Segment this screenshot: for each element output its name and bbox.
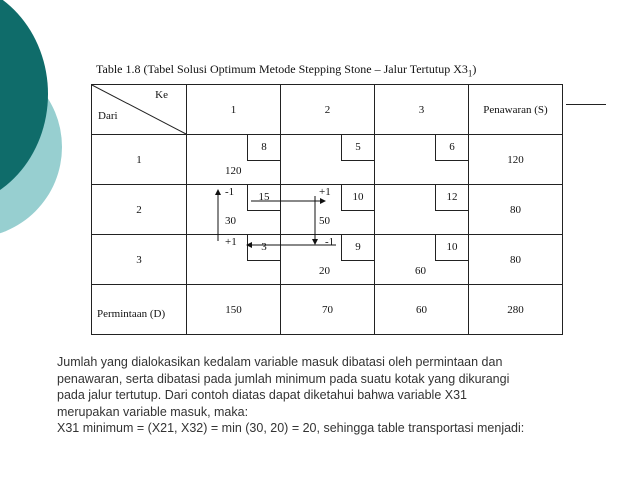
column-header-supply: Penawaran (S) xyxy=(469,85,563,135)
supply-1: 120 xyxy=(469,135,563,185)
paragraph-line: penawaran, serta dibatasi pada jumlah minimum pada suatu kotak yang dikurangi xyxy=(57,371,510,386)
paragraph-line: merupakan variable masuk, maka: xyxy=(57,404,249,419)
row-label-3: 3 xyxy=(92,235,187,285)
cost-box: 10 xyxy=(341,185,374,211)
cell-2-1 xyxy=(187,185,281,235)
cell-3-3 xyxy=(375,235,469,285)
cost-box: 6 xyxy=(435,135,468,161)
paragraph-line: X31 minimum = (X21, X32) = min (30, 20) = 20, sehingga table transportasi menjadi: xyxy=(57,421,525,436)
allocation-value: 30 xyxy=(225,215,236,227)
row-label-2: 2 xyxy=(92,185,187,235)
cost-box: 15 xyxy=(247,185,280,211)
cost-box: 8 xyxy=(247,135,280,161)
transportation-table xyxy=(91,84,563,335)
demand-1: 150 xyxy=(187,285,281,335)
cost-box: 10 xyxy=(435,235,468,261)
decorative-rule xyxy=(566,104,606,105)
cost-box: 9 xyxy=(341,235,374,261)
header-row xyxy=(92,85,563,135)
table-row-1 xyxy=(92,135,563,185)
column-header-1: 1 xyxy=(187,85,281,135)
explanation-paragraph xyxy=(57,354,617,437)
cell-2-3 xyxy=(375,185,469,235)
corner-dari-label: Dari xyxy=(98,110,118,122)
demand-2: 70 xyxy=(281,285,375,335)
path-sign: -1 xyxy=(225,186,235,198)
table-title: Table 1.8 (Tabel Solusi Optimum Metode Stepping Stone – Jalur Tertutup $X3_1$) xyxy=(96,62,477,79)
cost-box: 3 xyxy=(247,235,280,261)
corner-ke-label: Ke xyxy=(155,89,168,101)
cell-2-2 xyxy=(281,185,375,235)
allocation-value: 20 xyxy=(319,265,330,277)
cell-1-3 xyxy=(375,135,469,185)
cell-1-2 xyxy=(281,135,375,185)
path-sign: +1 xyxy=(225,236,237,248)
cost-box: 12 xyxy=(435,185,468,211)
supply-3: 80 xyxy=(469,235,563,285)
paragraph-line: pada jalur tertutup. Dari contoh diatas dapat diketahui bahwa variable X31 xyxy=(57,388,467,403)
table-row-2 xyxy=(92,185,563,235)
demand-label: Permintaan (D) xyxy=(92,285,187,335)
demand-total: 280 xyxy=(469,285,563,335)
table-row-3 xyxy=(92,235,563,285)
corner-cell xyxy=(92,85,187,135)
allocation-value: 50 xyxy=(319,215,330,227)
cell-1-1 xyxy=(187,135,281,185)
demand-row xyxy=(92,285,563,335)
supply-2: 80 xyxy=(469,185,563,235)
allocation-value: 60 xyxy=(415,265,426,277)
cell-3-2 xyxy=(281,235,375,285)
demand-3: 60 xyxy=(375,285,469,335)
column-header-3: 3 xyxy=(375,85,469,135)
row-label-1: 1 xyxy=(92,135,187,185)
cell-3-1 xyxy=(187,235,281,285)
column-header-2: 2 xyxy=(281,85,375,135)
path-sign: -1 xyxy=(325,236,335,248)
path-sign: +1 xyxy=(319,186,331,198)
allocation-value: 120 xyxy=(225,165,242,177)
paragraph-line: Jumlah yang dialokasikan kedalam variable masuk dibatasi oleh permintaan dan xyxy=(57,355,503,369)
cost-box: 5 xyxy=(341,135,374,161)
